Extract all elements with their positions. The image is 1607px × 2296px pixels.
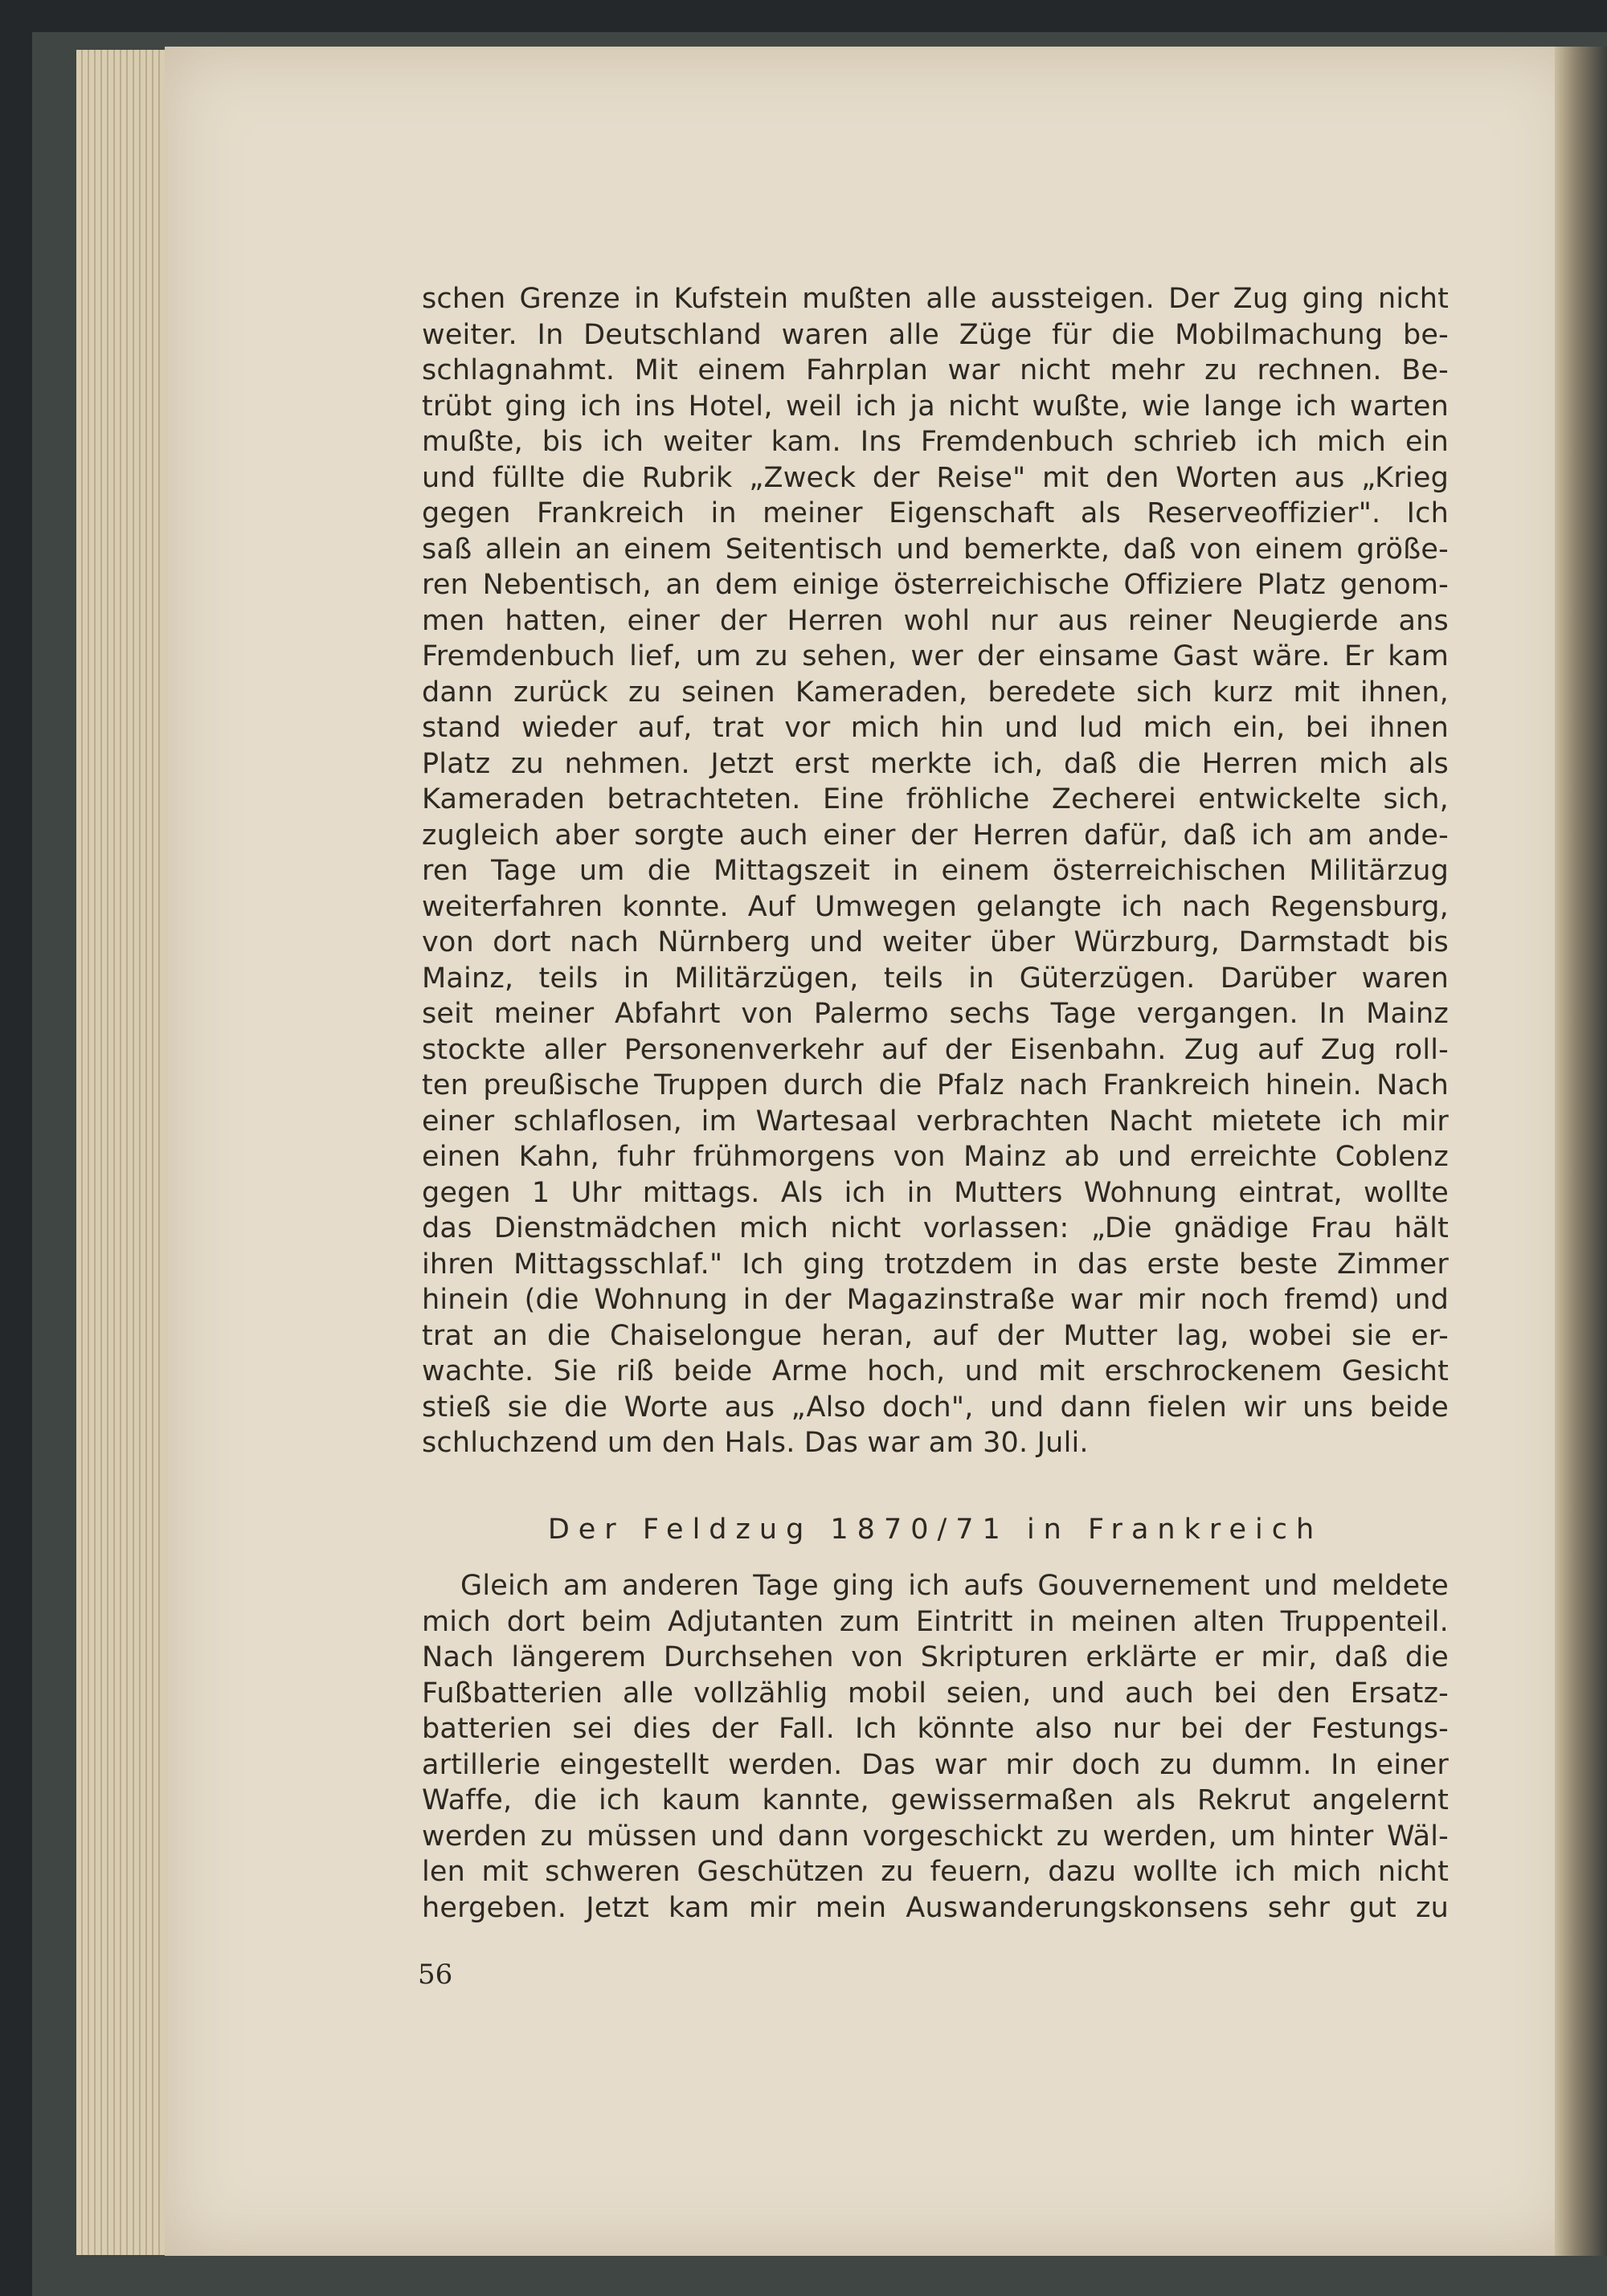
text-line: weiterfahren konnte. Auf Umwegen gelangte ich nach Regensburg,	[422, 890, 1449, 923]
text-line: wachte. Sie riß beide Arme hoch, und mit erschrockenem Gesicht	[422, 1355, 1449, 1387]
text-line: werden zu müssen und dann vorgeschickt zu werden, um hinter Wäl-	[422, 1820, 1449, 1853]
text-line: saß allein an einem Seitentisch und bemerkte, daß von einem größe-	[422, 533, 1449, 566]
text-line: Kameraden betrachteten. Eine fröhliche Zecherei entwickelte sich,	[422, 783, 1449, 815]
main-text-block	[422, 281, 1449, 1461]
text-line: Gleich am anderen Tage ging ich aufs Gouvernement und meldete	[460, 1570, 1449, 1602]
text-line: ihren Mittagsschlaf." Ich ging trotzdem in das erste beste Zimmer	[422, 1248, 1449, 1281]
text-line: stieß sie die Worte aus „Also doch", und dann fielen wir uns beide	[422, 1391, 1449, 1424]
text-line: und füllte die Rubrik „Zweck der Reise" mit den Worten aus „Krieg	[422, 461, 1449, 494]
text-line: seit meiner Abfahrt von Palermo sechs Tage vergangen. In Mainz	[422, 998, 1449, 1030]
text-line: einer schlaflosen, im Wartesaal verbrachten Nacht mietete ich mir	[422, 1105, 1449, 1138]
text-line: schen Grenze in Kufstein mußten alle aussteigen. Der Zug ging nicht	[422, 283, 1449, 315]
page-edges	[76, 50, 173, 2255]
text-line: Mainz, teils in Militärzügen, teils in Güterzügen. Darüber waren	[422, 962, 1449, 995]
text-line: ren Tage um die Mittagszeit in einem österreichischen Militärzug	[422, 855, 1449, 887]
text-line: ten preußische Truppen durch die Pfalz nach Frankreich hinein. Nach	[422, 1069, 1449, 1101]
text-line: stand wieder auf, trat vor mich hin und lud mich ein, bei ihnen	[422, 712, 1449, 744]
text-line: von dort nach Nürnberg und weiter über Würzburg, Darmstadt bis	[422, 926, 1449, 958]
text-line: artillerie eingestellt werden. Das war mir doch zu dumm. In einer	[422, 1748, 1449, 1781]
text-line: mich dort beim Adjutanten zum Eintritt in meinen alten Truppenteil.	[422, 1605, 1449, 1638]
text-line: Fußbatterien alle vollzählig mobil seien, und auch bei den Ersatz-	[422, 1677, 1449, 1710]
text-line: trübt ging ich ins Hotel, weil ich ja nicht wußte, wie lange ich warten	[422, 390, 1449, 423]
second-text-block	[422, 1568, 1449, 1926]
text-line: einen Kahn, fuhr frühmorgens von Mainz ab und erreichte Coblenz	[422, 1141, 1449, 1173]
book-gutter	[1555, 47, 1607, 2256]
text-line: len mit schweren Geschützen zu feuern, dazu wollte ich mich nicht	[422, 1856, 1449, 1888]
text-line: hinein (die Wohnung in der Magazinstraße war mir noch fremd) und	[422, 1284, 1449, 1316]
text-line: men hatten, einer der Herren wohl nur aus reiner Neugierde ans	[422, 604, 1449, 637]
text-line: hergeben. Jetzt kam mir mein Auswanderungskonsens sehr gut zu	[422, 1891, 1449, 1924]
text-line: stockte aller Personenverkehr auf der Eisenbahn. Zug auf Zug roll-	[422, 1033, 1449, 1066]
page-number: 56	[418, 1959, 453, 1991]
text-line: Waffe, die ich kaum kannte, gewissermaßen als Rekrut angelernt	[422, 1784, 1449, 1816]
section-heading: Der Feldzug 1870/71 in Frankreich	[547, 1514, 1323, 1546]
text-line: zugleich aber sorgte auch einer der Herren dafür, daß ich am ande-	[422, 819, 1449, 852]
text-line: das Dienstmädchen mich nicht vorlassen: „Die gnädige Frau hält	[422, 1212, 1449, 1244]
text-line: dann zurück zu seinen Kameraden, beredete sich kurz mit ihnen,	[422, 676, 1449, 709]
text-line: Platz zu nehmen. Jetzt erst merkte ich, daß die Herren mich als	[422, 747, 1449, 780]
text-line: mußte, bis ich weiter kam. Ins Fremdenbuch schrieb ich mich ein	[422, 426, 1449, 458]
text-line: Nach längerem Durchsehen von Skripturen erklärte er mir, daß die	[422, 1641, 1449, 1673]
text-line: weiter. In Deutschland waren alle Züge für die Mobilmachung be-	[422, 318, 1449, 351]
text-line: trat an die Chaiselongue heran, auf der Mutter lag, wobei sie er-	[422, 1319, 1449, 1352]
text-line: batterien sei dies der Fall. Ich könnte also nur bei der Festungs-	[422, 1713, 1449, 1745]
text-line: ren Nebentisch, an dem einige österreichische Offiziere Platz genom-	[422, 569, 1449, 601]
text-line: schluchzend um den Hals. Das war am 30. Juli.	[422, 1427, 1089, 1459]
text-line: gegen 1 Uhr mittags. Als ich in Mutters Wohnung eintrat, wollte	[422, 1176, 1449, 1209]
text-line: gegen Frankreich in meiner Eigenschaft als Reserveoffizier". Ich	[422, 497, 1449, 529]
text-line: Fremdenbuch lief, um zu sehen, wer der einsame Gast wäre. Er kam	[422, 640, 1449, 672]
text-line: schlagnahmt. Mit einem Fahrplan war nicht mehr zu rechnen. Be-	[422, 354, 1449, 386]
